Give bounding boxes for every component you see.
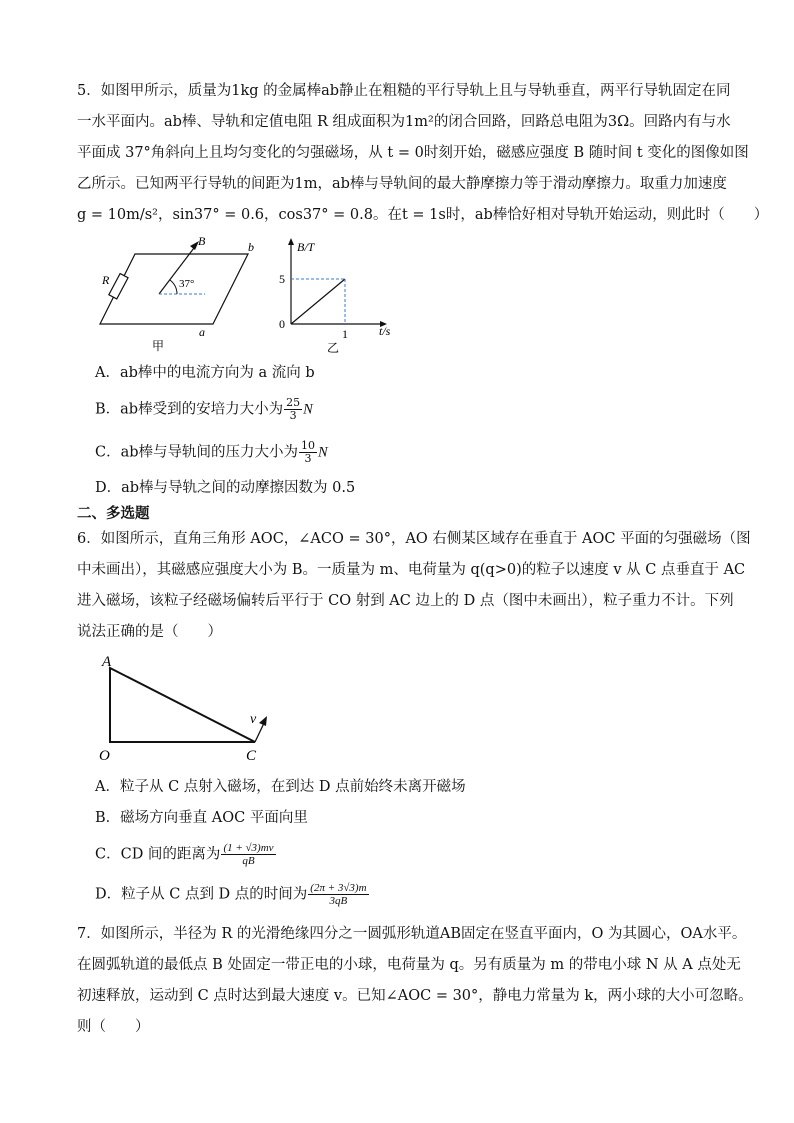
label-v: v [250,712,257,727]
q5-figure-yi [273,235,403,355]
q5-option-b: B．ab棒受到的安培力大小为 $\frac{25}{3}$ N [95,396,313,422]
q7-line-3: 初速释放，运动到 C 点时达到最大速度 v。已知∠AOC = 30°，静电力常量为 k，两小球的大小可忽略。 [77,988,753,1004]
q5-line-3: 平面成 37°角斜向上且均匀变化的匀强磁场，从 t = 0时刻开始，磁感应强度 B 随时间 t 变化的图像如图 [77,145,749,161]
q6-option-b: B．磁场方向垂直 AOC 平面向里 [95,810,308,826]
q5-line-2: 一水平面内。ab棒、导轨和定值电阻 R 组成面积为1m²的闭合回路，回路总电阻为3Ω。回路内有与水 [77,114,731,130]
label-R: R [102,273,110,287]
q5-option-a: A．ab棒中的电流方向为 a 流向 b [95,365,315,381]
yi-xlabel: t/s [379,324,391,338]
caption-yi: 乙 [327,341,340,355]
q6-line-3: 进入磁场，该粒子经磁场偏转后平行于 CO 射到 AC 边上的 D 点（图中未画出），粒子重力不计。下列 [77,593,734,609]
caption-jia: 甲 [152,339,165,353]
label-O: O [99,748,110,764]
q6-option-c: C．CD 间的距离为 $\frac{(1 + √3)mv}{qB}$ [95,842,274,867]
section-heading-multi: 二、多选题 [77,506,150,522]
q5-option-c: C．ab棒与导轨间的压力大小为 $\frac{10}{3}$ N [95,439,328,465]
q5-figure-jia [95,230,265,355]
resistor-symbol [109,274,128,299]
label-B: B [198,234,206,248]
q6-option-d: D．粒子从 C 点到 D 点的时间为 $\frac{(2\pi + 3√3)m}{3qB}$ [95,882,367,907]
label-a: a [199,325,205,339]
q5-line-1: 5．如图甲所示，质量为1kg 的金属棒ab静止在粗糙的平行导轨上且与导轨垂直，两平行导轨固定在同 [77,83,731,99]
q7-line-1: 7．如图所示，半径为 R 的光滑绝缘四分之一圆弧形轨道AB固定在竖直平面内，O 为其圆心，OA水平。 [77,926,747,942]
q5-option-d: D．ab棒与导轨之间的动摩擦因数为 0.5 [95,480,356,496]
yi-ylabel: B/T [297,240,315,254]
q6-line-4: 说法正确的是（ ） [77,624,222,640]
q5-line-4: 乙所示。已知两平行导轨的间距为1m，ab棒与导轨间的最大静摩擦力等于滑动摩擦力。取重力加速度 [77,176,727,192]
q6-line-2: 中未画出），其磁感应强度大小为 B。一质量为 m、电荷量为 q(q>0)的粒子以速度 v 从 C 点垂直于 AC [77,562,746,578]
yi-tick-1: 1 [342,327,348,341]
q7-line-2: 在圆弧轨道的最低点 B 处固定一带正电的小球，电荷量为 q。另有质量为 m 的带电小球 N 从 A 点处无 [77,957,741,973]
q6-triangle-figure [95,650,285,770]
label-A: A [102,654,112,670]
q6-option-a: A．粒子从 C 点射入磁场，在到达 D 点前始终未离开磁场 [95,779,466,795]
label-C: C [246,748,257,764]
label-angle: 37° [179,278,195,290]
b-t-line [291,279,345,324]
yi-tick-5: 5 [279,272,285,286]
q7-line-4: 则（ ） [77,1019,150,1035]
q6-line-1: 6．如图所示，直角三角形 AOC，∠ACO = 30°，AO 右侧某区域存在垂直于 AOC 平面的匀强磁场（图 [77,531,751,547]
yi-tick-0: 0 [279,317,285,331]
q5-line-5: g = 10m/s²，sin37° = 0.6，cos37° = 0.8。在t = 1s时，ab棒恰好相对导轨开始运动，则此时（ ） [77,207,769,223]
label-b: b [248,240,254,254]
